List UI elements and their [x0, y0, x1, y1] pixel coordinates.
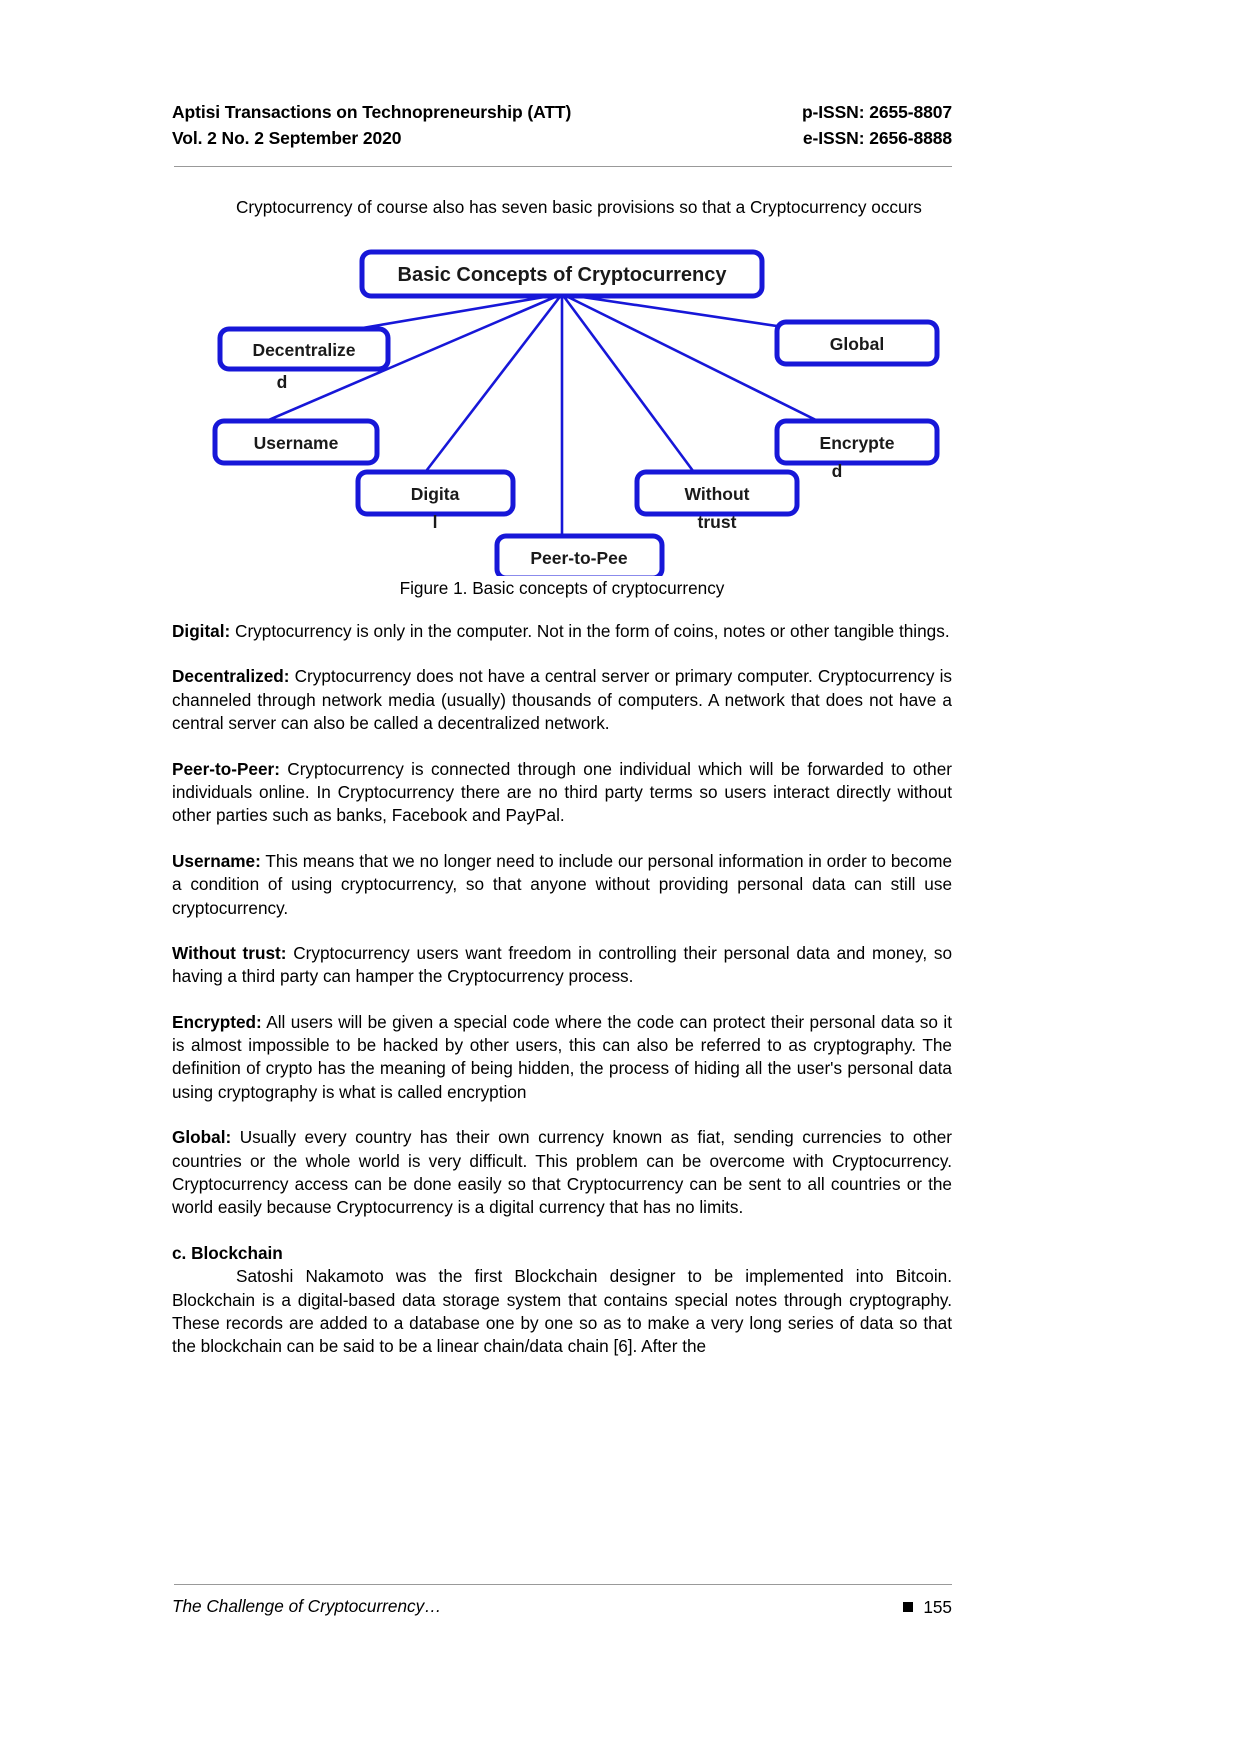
header-divider: [174, 166, 952, 167]
definition-term: Username:: [172, 850, 261, 871]
figure-caption: Figure 1. Basic concepts of cryptocurrency: [399, 578, 725, 598]
intro-text: Cryptocurrency of course also has seven basic provisions so that a Cryptocurrency occurs: [236, 197, 922, 217]
definition-paragraph: [172, 942, 952, 989]
definition-paragraph: [172, 758, 952, 828]
node-encrypted-label: Encrypte: [819, 433, 895, 453]
page-number-block: [903, 1597, 952, 1618]
page-number: 155: [923, 1596, 952, 1617]
definition-term: Digital:: [172, 621, 231, 641]
node-decentralized: [220, 329, 388, 392]
definition-text: Cryptocurrency is connected through one individual which will be forwarded to other individuals online. In Cryptocurrency there are no third party terms so users interact directly without other parties such as banks, Facebook and PayPal.: [172, 758, 952, 826]
definition-term: Encrypted:: [172, 1011, 262, 1032]
definition-term: Without trust:: [172, 942, 287, 963]
concept-map-svg: [172, 236, 952, 576]
section-paragraph: Satoshi Nakamoto was the first Blockchain designer to be implemented into Bitcoin. Blockchain is a digital-based data storage system that contains special notes through cryptography. These records are added to a database one by one so as to make a very long series of data so that the blockchain can be said to be a linear chain/data chain [6]. After the: [172, 1266, 952, 1357]
square-bullet-icon: [903, 1602, 913, 1612]
e-issn: e-ISSN: 2656-8888: [802, 127, 952, 148]
figure-basic-concepts: [172, 236, 952, 576]
page-header: [172, 100, 952, 151]
node-username-label: Username: [253, 433, 339, 453]
node-decentralized-label: Decentralize: [252, 340, 356, 360]
definition-paragraph: [172, 665, 952, 735]
node-peer-to-peer: [497, 536, 662, 576]
definition-text: Cryptocurrency does not have a central server or primary computer. Cryptocurrency is channeled through network media (usually) thousands of computers. A network that does not have a central server can also be called a decentralized network.: [172, 666, 952, 734]
node-username: [215, 421, 377, 463]
definition-term: Global:: [172, 1127, 232, 1148]
node-global-label: Global: [829, 334, 885, 354]
definition-term: Peer-to-Peer:: [172, 758, 280, 779]
section-heading: c. Blockchain: [172, 1242, 283, 1263]
node-encrypted: [777, 421, 937, 481]
node-without-trust-overflow: trust: [697, 512, 737, 532]
header-journal-block: [172, 100, 571, 151]
body-content: [172, 620, 952, 1381]
definition-text: This means that we no longer need to include our personal information in order to become a condition of using cryptocurrency, so that anyone without providing personal data can still use cryptocurrency.: [172, 850, 952, 918]
definition-text: Usually every country has their own currency known as fiat, sending currencies to other countries or the whole world is very difficult. This problem can be overcome with Cryptocurrency. Cryptocurrency access can be done easily so that Cryptocurrency can be sent to all countries or the world easily because Cryptocurrency is a digital currency that has no limits.: [172, 1127, 952, 1218]
journal-volume: Vol. 2 No. 2 September 2020: [172, 127, 402, 148]
node-global: [777, 322, 937, 364]
page-footer: [172, 1596, 952, 1618]
node-without-trust-label: Without: [684, 484, 750, 504]
definition-paragraph: [172, 620, 952, 643]
p-issn: p-ISSN: 2655-8807: [801, 102, 952, 122]
definition-paragraph: [172, 850, 952, 920]
node-digital: [358, 472, 513, 532]
header-issn-block: [802, 100, 952, 151]
node-root-label: Basic Concepts of Cryptocurrency: [397, 264, 727, 286]
node-digital-overflow: l: [432, 512, 438, 532]
definition-paragraph: [172, 1126, 952, 1220]
intro-paragraph: [172, 196, 952, 219]
definition-text: All users will be given a special code where the code can protect their personal data so it is almost impossible to be hacked by other users, this can also be referred to as cryptography. The definition of crypto has the meaning of being hidden, the process of hiding all the user's personal data using cryptography is what is called encryption: [172, 1011, 952, 1102]
running-title: The Challenge of Cryptocurrency…: [172, 1596, 442, 1616]
node-without-trust: [637, 472, 797, 532]
node-encrypted-overflow: d: [831, 461, 843, 481]
node-root: [362, 252, 762, 296]
definition-paragraph: [172, 1011, 952, 1105]
footer-divider: [174, 1584, 952, 1585]
journal-title: Aptisi Transactions on Technopreneurship (ATT): [172, 102, 572, 122]
definition-text: Cryptocurrency users want freedom in controlling their personal data and money, so having a third party can hamper the Cryptocurrency process.: [172, 942, 953, 987]
node-digital-label: Digita: [410, 484, 460, 504]
node-decentralized-overflow: d: [276, 372, 288, 392]
definition-text: Cryptocurrency is only in the computer. Not in the form of coins, notes or other tangible things.: [230, 621, 950, 641]
node-peer-to-peer-label: Peer-to-Pee: [530, 548, 628, 568]
definition-term: Decentralized:: [172, 666, 290, 687]
